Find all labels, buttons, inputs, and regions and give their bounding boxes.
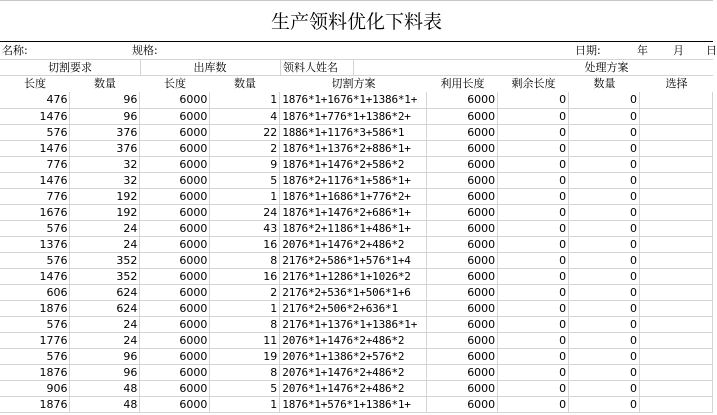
used-length-cell[interactable]: 6000 xyxy=(427,172,498,188)
select-cell[interactable] xyxy=(640,396,713,412)
used-length-cell[interactable]: 6000 xyxy=(427,380,498,396)
table-row xyxy=(0,364,713,380)
quantity-cell[interactable]: 352 xyxy=(70,252,140,268)
process-quantity-cell[interactable]: 0 xyxy=(569,172,640,188)
remaining-length-cell[interactable]: 0 xyxy=(498,204,569,220)
select-cell[interactable] xyxy=(640,300,713,316)
out-quantity-cell[interactable]: 1 xyxy=(210,396,280,412)
length-cell[interactable]: 1776 xyxy=(0,332,70,348)
remaining-length-cell[interactable]: 0 xyxy=(498,364,569,380)
out-length-cell[interactable]: 6000 xyxy=(140,108,210,124)
table-row xyxy=(0,348,713,364)
table-row xyxy=(0,156,713,172)
col-header-select: 选择 xyxy=(665,77,688,90)
process-quantity-cell[interactable]: 0 xyxy=(569,268,640,284)
remaining-length-cell[interactable]: 0 xyxy=(498,188,569,204)
cutting-plan-cell[interactable]: 2076*1+1386*2+576*2 xyxy=(280,348,427,364)
used-length-cell[interactable]: 6000 xyxy=(427,204,498,220)
select-cell[interactable] xyxy=(640,204,713,220)
process-quantity-cell[interactable]: 0 xyxy=(569,348,640,364)
select-cell[interactable] xyxy=(640,140,713,156)
quantity-cell[interactable]: 352 xyxy=(70,268,140,284)
out-quantity-cell[interactable]: 9 xyxy=(210,156,280,172)
used-length-cell[interactable]: 6000 xyxy=(427,124,498,140)
quantity-cell[interactable]: 96 xyxy=(70,348,140,364)
quantity-cell[interactable]: 24 xyxy=(70,332,140,348)
cutting-plan-cell[interactable]: 1876*2+1176*1+586*1+ xyxy=(280,172,427,188)
cutting-plan-cell[interactable]: 1876*1+1476*2+686*1+ xyxy=(280,204,427,220)
used-length-cell[interactable]: 6000 xyxy=(427,156,498,172)
name-label: 名称: xyxy=(2,44,28,57)
out-quantity-cell[interactable]: 8 xyxy=(210,252,280,268)
select-cell[interactable] xyxy=(640,108,713,124)
cutting-plan-cell[interactable]: 2176*2+586*1+576*1+4 xyxy=(280,252,427,268)
remaining-length-cell[interactable]: 0 xyxy=(498,124,569,140)
select-cell[interactable] xyxy=(640,188,713,204)
length-cell[interactable]: 1476 xyxy=(0,268,70,284)
table-row xyxy=(0,268,713,284)
out-length-cell[interactable]: 6000 xyxy=(140,364,210,380)
remaining-length-cell[interactable]: 0 xyxy=(498,300,569,316)
process-quantity-cell[interactable]: 0 xyxy=(569,252,640,268)
process-quantity-cell[interactable]: 0 xyxy=(569,332,640,348)
used-length-cell[interactable]: 6000 xyxy=(427,220,498,236)
cutting-plan-cell[interactable]: 2076*1+1476*2+486*2 xyxy=(280,364,427,380)
select-cell[interactable] xyxy=(640,316,713,332)
cutting-plan-cell[interactable]: 2176*1+1286*1+1026*2 xyxy=(280,268,427,284)
used-length-cell[interactable]: 6000 xyxy=(427,364,498,380)
out-quantity-cell[interactable]: 16 xyxy=(210,236,280,252)
out-quantity-cell[interactable]: 22 xyxy=(210,124,280,140)
used-length-cell[interactable]: 6000 xyxy=(427,252,498,268)
quantity-cell[interactable]: 624 xyxy=(70,284,140,300)
out-quantity-cell[interactable]: 16 xyxy=(210,268,280,284)
select-cell[interactable] xyxy=(640,172,713,188)
group-process-plan: 处理方案 xyxy=(584,61,629,74)
out-quantity-cell[interactable]: 24 xyxy=(210,204,280,220)
process-quantity-cell[interactable]: 0 xyxy=(569,140,640,156)
length-cell[interactable]: 1476 xyxy=(0,108,70,124)
out-length-cell[interactable]: 6000 xyxy=(140,332,210,348)
table-row xyxy=(0,300,713,316)
out-length-cell[interactable]: 6000 xyxy=(140,92,210,108)
col-header-out-length: 长度 xyxy=(164,77,186,90)
quantity-cell[interactable]: 32 xyxy=(70,172,140,188)
process-quantity-cell[interactable]: 0 xyxy=(569,380,640,396)
out-quantity-cell[interactable]: 1 xyxy=(210,300,280,316)
select-cell[interactable] xyxy=(640,364,713,380)
length-cell[interactable]: 576 xyxy=(0,124,70,140)
out-length-cell[interactable]: 6000 xyxy=(140,348,210,364)
select-cell[interactable] xyxy=(640,284,713,300)
quantity-cell[interactable]: 376 xyxy=(70,140,140,156)
col-line xyxy=(140,59,141,76)
used-length-cell[interactable]: 6000 xyxy=(427,316,498,332)
date-label: 日期: xyxy=(575,44,601,57)
process-quantity-cell[interactable]: 0 xyxy=(569,108,640,124)
table-row xyxy=(0,332,713,348)
process-quantity-cell[interactable]: 0 xyxy=(569,188,640,204)
cutting-plan-cell[interactable]: 2176*2+506*2+636*1 xyxy=(280,300,427,316)
col-header-remaining-length: 剩余长度 xyxy=(511,77,556,90)
cutting-plan-cell[interactable]: 1876*1+776*1+1386*2+ xyxy=(280,108,427,124)
table-row xyxy=(0,220,713,236)
out-length-cell[interactable]: 6000 xyxy=(140,172,210,188)
table-row xyxy=(0,92,713,108)
length-cell[interactable]: 906 xyxy=(0,380,70,396)
quantity-cell[interactable]: 624 xyxy=(70,300,140,316)
remaining-length-cell[interactable]: 0 xyxy=(498,236,569,252)
used-length-cell[interactable]: 6000 xyxy=(427,108,498,124)
table-row xyxy=(0,204,713,220)
process-quantity-cell[interactable]: 0 xyxy=(569,300,640,316)
length-cell[interactable]: 576 xyxy=(0,252,70,268)
cutting-plan-cell[interactable]: 2176*2+536*1+506*1+6 xyxy=(280,284,427,300)
col-header-quantity: 数量 xyxy=(94,77,116,90)
table-row xyxy=(0,396,713,412)
data-table xyxy=(0,92,713,413)
out-length-cell[interactable]: 6000 xyxy=(140,284,210,300)
cutting-plan-cell[interactable]: 1876*1+1686*1+776*2+ xyxy=(280,188,427,204)
cutting-plan-cell[interactable]: 1886*1+1176*3+586*1 xyxy=(280,124,427,140)
length-cell[interactable]: 576 xyxy=(0,348,70,364)
used-length-cell[interactable]: 6000 xyxy=(427,236,498,252)
select-cell[interactable] xyxy=(640,92,713,108)
quantity-cell[interactable]: 192 xyxy=(70,188,140,204)
group-out-quantity: 出库数 xyxy=(193,61,227,74)
table-row xyxy=(0,380,713,396)
out-quantity-cell[interactable]: 5 xyxy=(210,380,280,396)
select-cell[interactable] xyxy=(640,332,713,348)
out-quantity-cell[interactable]: 11 xyxy=(210,332,280,348)
length-cell[interactable]: 776 xyxy=(0,188,70,204)
col-header-cutting-plan: 切割方案 xyxy=(331,77,376,90)
table-row xyxy=(0,140,713,156)
remaining-length-cell[interactable]: 0 xyxy=(498,172,569,188)
used-length-cell[interactable]: 6000 xyxy=(427,92,498,108)
quantity-cell[interactable]: 24 xyxy=(70,236,140,252)
length-cell[interactable]: 1876 xyxy=(0,300,70,316)
out-length-cell[interactable]: 6000 xyxy=(140,300,210,316)
length-cell[interactable]: 1876 xyxy=(0,396,70,412)
process-quantity-cell[interactable]: 0 xyxy=(569,156,640,172)
process-quantity-cell[interactable]: 0 xyxy=(569,316,640,332)
remaining-length-cell[interactable]: 0 xyxy=(498,220,569,236)
quantity-cell[interactable]: 48 xyxy=(70,396,140,412)
select-cell[interactable] xyxy=(640,380,713,396)
out-length-cell[interactable]: 6000 xyxy=(140,236,210,252)
remaining-length-cell[interactable]: 0 xyxy=(498,156,569,172)
col-line xyxy=(280,59,281,76)
table-row xyxy=(0,108,713,124)
quantity-cell[interactable]: 24 xyxy=(70,316,140,332)
used-length-cell[interactable]: 6000 xyxy=(427,188,498,204)
cutting-plan-cell[interactable]: 2176*1+1376*1+1386*1+ xyxy=(280,316,427,332)
out-length-cell[interactable]: 6000 xyxy=(140,188,210,204)
out-length-cell[interactable]: 6000 xyxy=(140,156,210,172)
process-quantity-cell[interactable]: 0 xyxy=(569,364,640,380)
table-row xyxy=(0,316,713,332)
table-row xyxy=(0,188,713,204)
day-label: 日 xyxy=(706,44,717,57)
cutting-plan-cell[interactable]: 1876*1+1676*1+1386*1+ xyxy=(280,92,427,108)
quantity-cell[interactable]: 192 xyxy=(70,204,140,220)
cutting-plan-cell[interactable]: 2076*1+1476*2+486*2 xyxy=(280,332,427,348)
cutting-plan-cell[interactable]: 1876*1+1476*2+586*2 xyxy=(280,156,427,172)
quantity-cell[interactable]: 96 xyxy=(70,92,140,108)
table-row xyxy=(0,124,713,140)
remaining-length-cell[interactable]: 0 xyxy=(498,332,569,348)
quantity-cell[interactable]: 96 xyxy=(70,108,140,124)
out-length-cell[interactable]: 6000 xyxy=(140,140,210,156)
process-quantity-cell[interactable]: 0 xyxy=(569,92,640,108)
out-length-cell[interactable]: 6000 xyxy=(140,220,210,236)
quantity-cell[interactable]: 48 xyxy=(70,380,140,396)
length-cell[interactable]: 1476 xyxy=(0,172,70,188)
quantity-cell[interactable]: 32 xyxy=(70,156,140,172)
length-cell[interactable]: 1876 xyxy=(0,364,70,380)
out-quantity-cell[interactable]: 43 xyxy=(210,220,280,236)
spec-label: 规格: xyxy=(132,44,158,57)
table-row xyxy=(0,236,713,252)
month-label: 月 xyxy=(673,44,684,57)
process-quantity-cell[interactable]: 0 xyxy=(569,236,640,252)
out-length-cell[interactable]: 6000 xyxy=(140,268,210,284)
used-length-cell[interactable]: 6000 xyxy=(427,396,498,412)
select-cell[interactable] xyxy=(640,220,713,236)
cutting-plan-cell[interactable]: 2076*1+1476*2+486*2 xyxy=(280,380,427,396)
out-quantity-cell[interactable]: 4 xyxy=(210,108,280,124)
process-quantity-cell[interactable]: 0 xyxy=(569,204,640,220)
col-header-out-quantity: 数量 xyxy=(234,77,256,90)
quantity-cell[interactable]: 96 xyxy=(70,364,140,380)
used-length-cell[interactable]: 6000 xyxy=(427,348,498,364)
out-quantity-cell[interactable]: 1 xyxy=(210,188,280,204)
group-receiver-name: 领料人姓名 xyxy=(283,61,338,74)
cutting-plan-cell[interactable]: 2076*1+1476*2+486*2 xyxy=(280,236,427,252)
remaining-length-cell[interactable]: 0 xyxy=(498,316,569,332)
remaining-length-cell[interactable]: 0 xyxy=(498,284,569,300)
quantity-cell[interactable]: 376 xyxy=(70,124,140,140)
length-cell[interactable]: 1476 xyxy=(0,140,70,156)
out-quantity-cell[interactable]: 2 xyxy=(210,140,280,156)
length-cell[interactable]: 576 xyxy=(0,220,70,236)
remaining-length-cell[interactable]: 0 xyxy=(498,348,569,364)
cutting-plan-cell[interactable]: 1876*2+1186*1+486*1+ xyxy=(280,220,427,236)
process-quantity-cell[interactable]: 0 xyxy=(569,396,640,412)
out-quantity-cell[interactable]: 1 xyxy=(210,92,280,108)
out-quantity-cell[interactable]: 8 xyxy=(210,316,280,332)
process-quantity-cell[interactable]: 0 xyxy=(569,124,640,140)
select-cell[interactable] xyxy=(640,236,713,252)
remaining-length-cell[interactable]: 0 xyxy=(498,380,569,396)
quantity-cell[interactable]: 24 xyxy=(70,220,140,236)
length-cell[interactable]: 776 xyxy=(0,156,70,172)
length-cell[interactable]: 606 xyxy=(0,284,70,300)
remaining-length-cell[interactable]: 0 xyxy=(498,92,569,108)
col-header-length: 长度 xyxy=(24,77,46,90)
length-cell[interactable]: 1376 xyxy=(0,236,70,252)
cutting-plan-cell[interactable]: 1876*1+576*1+1386*1+ xyxy=(280,396,427,412)
select-cell[interactable] xyxy=(640,348,713,364)
used-length-cell[interactable]: 6000 xyxy=(427,332,498,348)
col-header-process-quantity: 数量 xyxy=(593,77,616,90)
select-cell[interactable] xyxy=(640,252,713,268)
remaining-length-cell[interactable]: 0 xyxy=(498,396,569,412)
used-length-cell[interactable]: 6000 xyxy=(427,284,498,300)
process-quantity-cell[interactable]: 0 xyxy=(569,284,640,300)
remaining-length-cell[interactable]: 0 xyxy=(498,108,569,124)
group-cut-requirement: 切割要求 xyxy=(48,61,92,74)
select-cell[interactable] xyxy=(640,124,713,140)
out-length-cell[interactable]: 6000 xyxy=(140,252,210,268)
length-cell[interactable]: 576 xyxy=(0,316,70,332)
out-length-cell[interactable]: 6000 xyxy=(140,124,210,140)
used-length-cell[interactable]: 6000 xyxy=(427,140,498,156)
remaining-length-cell[interactable]: 0 xyxy=(498,268,569,284)
out-length-cell[interactable]: 6000 xyxy=(140,380,210,396)
select-cell[interactable] xyxy=(640,268,713,284)
out-length-cell[interactable]: 6000 xyxy=(140,204,210,220)
table-row xyxy=(0,284,713,300)
year-label: 年 xyxy=(637,44,648,57)
length-cell[interactable]: 1676 xyxy=(0,204,70,220)
table-row xyxy=(0,172,713,188)
cutting-plan-cell[interactable]: 1876*1+1376*2+886*1+ xyxy=(280,140,427,156)
remaining-length-cell[interactable]: 0 xyxy=(498,140,569,156)
remaining-length-cell[interactable]: 0 xyxy=(498,252,569,268)
sheet-title: 生产领料优化下料表 xyxy=(0,0,713,42)
length-cell[interactable]: 476 xyxy=(0,92,70,108)
out-length-cell[interactable]: 6000 xyxy=(140,396,210,412)
out-length-cell[interactable]: 6000 xyxy=(140,316,210,332)
col-header-used-length: 利用长度 xyxy=(440,77,485,90)
out-quantity-cell[interactable]: 19 xyxy=(210,348,280,364)
process-quantity-cell[interactable]: 0 xyxy=(569,220,640,236)
out-quantity-cell[interactable]: 2 xyxy=(210,284,280,300)
table-row xyxy=(0,252,713,268)
used-length-cell[interactable]: 6000 xyxy=(427,300,498,316)
used-length-cell[interactable]: 6000 xyxy=(427,268,498,284)
col-line xyxy=(353,59,354,76)
out-quantity-cell[interactable]: 5 xyxy=(210,172,280,188)
select-cell[interactable] xyxy=(640,156,713,172)
out-quantity-cell[interactable]: 8 xyxy=(210,364,280,380)
